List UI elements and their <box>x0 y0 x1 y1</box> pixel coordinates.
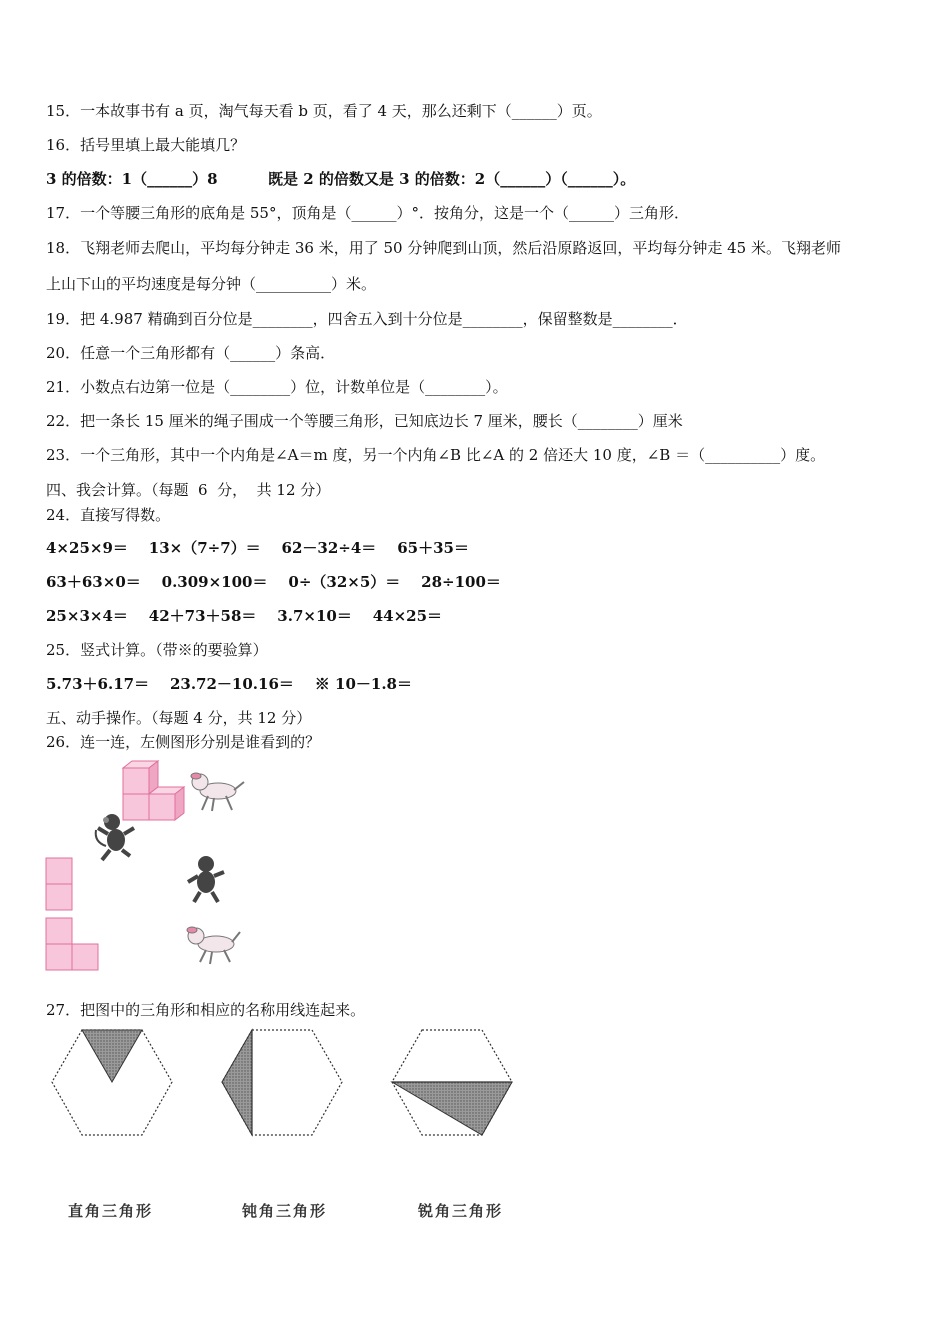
question-22: 22．把一条长 15 厘米的绳子围成一个等腰三角形，已知底边长 7 厘米，腰长（________）厘米 <box>46 412 683 430</box>
hexagon-acute-top <box>52 1030 172 1135</box>
question-16-part-b: 既是 2 的倍数又是 3 的倍数：2（______）（______）。 <box>268 170 636 188</box>
question-23: 23．一个三角形，其中一个内角是∠A＝m 度，另一个内角∠B 比∠A 的 2 倍还大 10 度，∠B ＝（__________）度。 <box>46 446 826 464</box>
label-right-triangle: 直角三角形 <box>68 1202 154 1220</box>
monkey-icon-2 <box>188 856 224 902</box>
question-17: 17．一个等腰三角形的底角是 55°，顶角是（______）°．按角分，这是一个（______）三角形． <box>46 204 689 222</box>
cube-observation-figure <box>40 756 270 976</box>
dog-icon <box>191 773 244 811</box>
hexagon-right-side <box>222 1030 342 1135</box>
view-column-shape <box>46 858 72 910</box>
question-25: 25．竖式计算。（带※的要验算） <box>46 641 268 659</box>
section-5-title: 五、动手操作。（每题 4 分，共 12 分） <box>46 709 312 727</box>
calc-row-3: 25×3×4＝ 42＋73＋58＝ 3.7×10＝ 44×25＝ <box>46 607 443 625</box>
question-19: 19．把 4.987 精确到百分位是________，四舍五入到十分位是________，保留整数是________． <box>46 310 688 328</box>
question-18-line1: 18．飞翔老师去爬山，平均每分钟走 36 米，用了 50 分钟爬到山顶，然后沿原路返回，平均每分钟走 45 米。飞翔老师 <box>46 239 841 257</box>
view-l-shape <box>46 918 98 970</box>
question-21: 21．小数点右边第一位是（________）位，计数单位是（________）。 <box>46 378 508 396</box>
question-20: 20．任意一个三角形都有（______）条高． <box>46 344 336 362</box>
question-26: 26．连一连，左侧图形分别是谁看到的？ <box>46 733 321 751</box>
question-27: 27．把图中的三角形和相应的名称用线连起来。 <box>46 1001 366 1019</box>
calc-row-1: 4×25×9＝ 13×（7÷7）＝ 62－32÷4＝ 65＋35＝ <box>46 539 469 557</box>
hexagon-triangles-figure <box>46 1025 526 1145</box>
label-acute-triangle: 锐角三角形 <box>418 1202 504 1220</box>
dog-icon-2 <box>187 927 240 964</box>
question-18-line2: 上山下山的平均速度是每分钟（__________）米。 <box>46 275 377 293</box>
label-obtuse-triangle: 钝角三角形 <box>242 1202 328 1220</box>
monkey-icon <box>96 814 134 860</box>
calc-row-2: 63＋63×0＝ 0.309×100＝ 0÷（32×5）＝ 28÷100＝ <box>46 573 501 591</box>
question-15: 15．一本故事书有 a 页，淘气每天看 b 页，看了 4 天，那么还剩下（______）页。 <box>46 102 602 120</box>
question-16-part-a: 3 的倍数：1（______）8 <box>46 170 218 188</box>
cube-stack-3d <box>123 761 184 820</box>
section-4-title: 四、我会计算。（每题 6 分， 共 12 分） <box>46 481 331 499</box>
question-16: 16．括号里填上最大能填几？ <box>46 136 246 154</box>
question-24: 24．直接写得数。 <box>46 506 171 524</box>
hexagon-obtuse-bottom <box>392 1030 512 1135</box>
calc-row-4: 5.73＋6.17＝ 23.72－10.16＝ ※ 10－1.8＝ <box>46 675 412 693</box>
